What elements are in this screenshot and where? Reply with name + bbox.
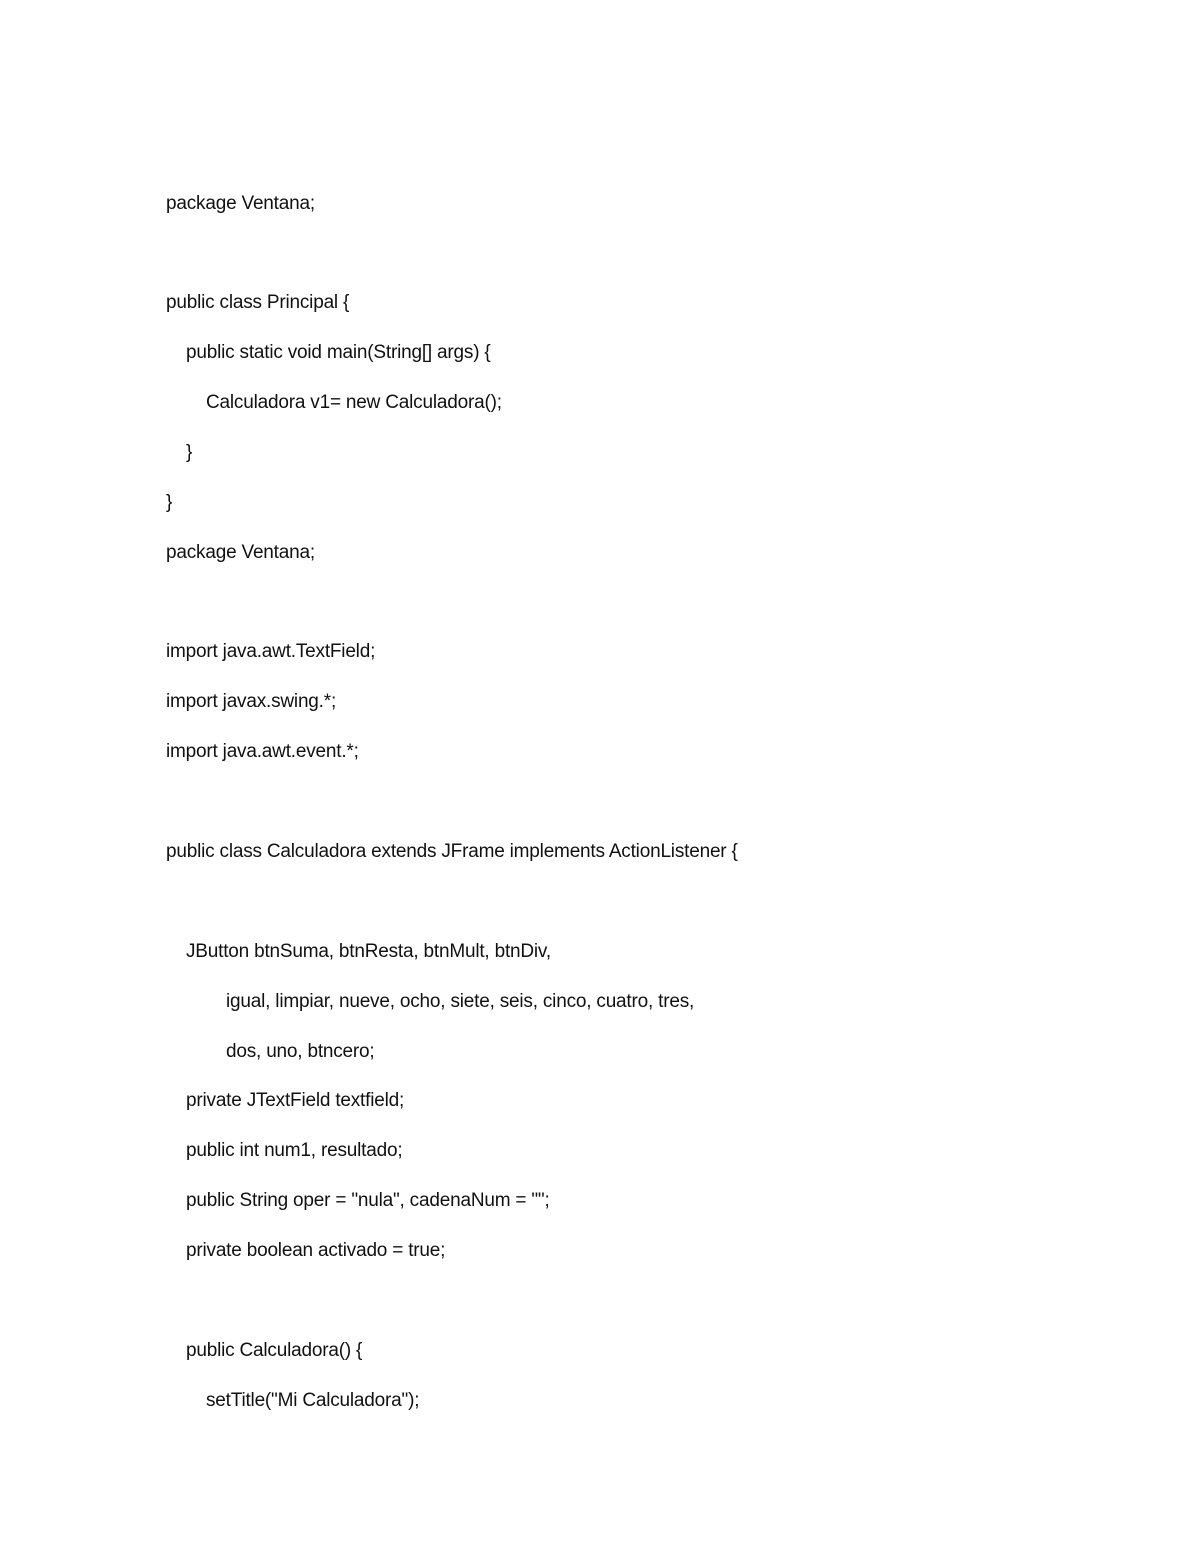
code-line: }: [186, 442, 193, 463]
code-line: public Calculadora() {: [186, 1340, 363, 1361]
code-line: }: [166, 492, 173, 513]
code-line: private boolean activado = true;: [186, 1240, 446, 1261]
code-line: public static void main(String[] args) {: [186, 342, 491, 363]
code-line: setTitle("Mi Calculadora");: [206, 1390, 420, 1411]
code-line: private JTextField textfield;: [186, 1090, 405, 1111]
code-line: import javax.swing.*;: [166, 691, 337, 712]
code-line: public class Principal {: [166, 292, 350, 313]
code-line: igual, limpiar, nueve, ocho, siete, seis, cinco, cuatro, tres,: [226, 991, 695, 1012]
code-line: public String oper = "nula", cadenaNum = "";: [186, 1190, 550, 1211]
code-line: public class Calculadora extends JFrame implements ActionListener {: [166, 841, 738, 862]
code-line: Calculadora v1= new Calculadora();: [206, 392, 502, 413]
code-line: import java.awt.TextField;: [166, 641, 376, 662]
code-line: dos, uno, btncero;: [226, 1041, 375, 1062]
code-line: public int num1, resultado;: [186, 1140, 403, 1161]
code-line: JButton btnSuma, btnResta, btnMult, btnDiv,: [186, 941, 551, 962]
code-line: package Ventana;: [166, 193, 315, 214]
code-line: package Ventana;: [166, 542, 315, 563]
code-line: import java.awt.event.*;: [166, 741, 359, 762]
